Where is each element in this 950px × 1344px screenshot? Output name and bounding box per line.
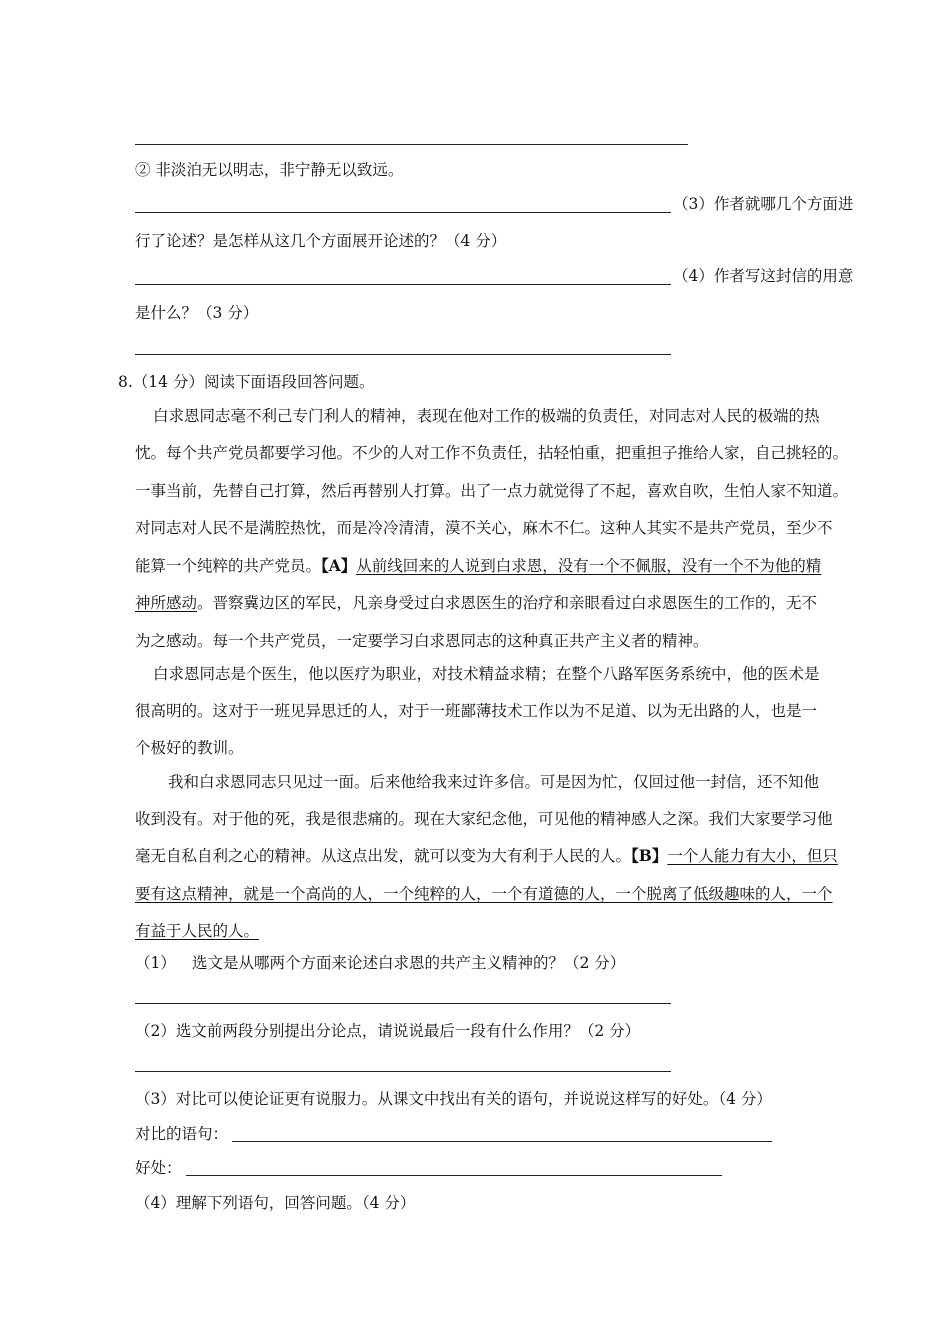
underlined-sentence-a: 从前线回来的人说到白求恩，没有一个不佩服，没有一个不为他的精 bbox=[356, 557, 822, 575]
passage-text: 能算一个纯粹的共产党员。 bbox=[135, 557, 322, 575]
sub-question-2: （2）选文前两段分别提出分论点，请说说最后一段有什么作用？（2 分） bbox=[135, 1022, 641, 1040]
passage-line: 为之感动。每一个共产党员，一定要学习白求恩同志的这种真正共产主义者的精神。 bbox=[135, 632, 709, 650]
passage-line bbox=[135, 556, 821, 576]
marker-a: 【A】 bbox=[321, 556, 357, 575]
marker-b: 【B】 bbox=[631, 846, 668, 865]
answer-line[interactable] bbox=[135, 354, 671, 355]
contrast-sentence-label: 对比的语句： bbox=[135, 1125, 229, 1143]
answer-line[interactable] bbox=[232, 1141, 772, 1142]
answer-line[interactable] bbox=[135, 144, 688, 145]
passage-line: 很高明的。这对于一班见异思迁的人，对于一班鄙薄技术工作以为不足道、以为无出路的人，也是一 bbox=[135, 702, 818, 720]
passage-line: 我和白求恩同志只见过一面。后来他给我来过许多信。可是因为忙，仅回过他一封信，还不知他 bbox=[168, 773, 820, 791]
q7-sub-3-b: 行了论述？是怎样从这几个方面展开论述的？（4 分） bbox=[135, 232, 507, 250]
passage-line: 个极好的教训。 bbox=[135, 739, 244, 757]
underlined-sentence-b: 一个人能力有大小，但只 bbox=[667, 847, 838, 865]
answer-line[interactable] bbox=[135, 284, 671, 285]
sub-question-4: （4）理解下列语句，回答问题。（4 分） bbox=[135, 1194, 416, 1212]
q7-sub-4-b: 是什么？（3 分） bbox=[135, 304, 259, 322]
passage-line: 白求恩同志是个医生，他以医疗为职业，对技术精益求精；在整个八路军医务系统中，他的医术是 bbox=[153, 665, 820, 683]
underlined-sentence-b: 有益于人民的人。 bbox=[135, 922, 260, 940]
passage-line: 收到没有。对于他的死，我是很悲痛的。现在大家纪念他，可见他的精神感人之深。我们大家要学习他 bbox=[135, 810, 833, 828]
q7-sub-3-a: （3）作者就哪几个方面进 bbox=[673, 195, 854, 213]
sub-question-1-number: （1） bbox=[135, 954, 176, 972]
passage-line bbox=[135, 593, 817, 613]
passage-line bbox=[135, 846, 838, 866]
answer-line[interactable] bbox=[135, 1003, 671, 1004]
underlined-sentence-b: 要有这点精神，就是一个高尚的人，一个纯粹的人，一个有道德的人，一个脱离了低级趣味的人，一个 bbox=[135, 885, 833, 903]
answer-line[interactable] bbox=[135, 212, 671, 213]
q7-item-2: ② 非淡泊无以明志，非宁静无以致远。 bbox=[135, 161, 404, 179]
sub-question-1: 选文是从哪两个方面来论述白求恩的共产主义精神的？（2 分） bbox=[192, 954, 626, 972]
passage-text: 毫无自私自利之心的精神。从这点出发，就可以变为大有利于人民的人。 bbox=[135, 847, 632, 865]
answer-line[interactable] bbox=[186, 1175, 722, 1176]
passage-text: 。晋察冀边区的军民，凡亲身受过白求恩医生的治疗和亲眼看过白求恩医生的工作的，无不 bbox=[197, 594, 818, 612]
passage-line: 忱。每个共产党员都要学习他。不少的人对工作不负责任，拈轻怕重，把重担子推给人家，自己挑轻的。 bbox=[135, 444, 849, 462]
underlined-sentence-a: 神所感动 bbox=[135, 594, 198, 612]
q8-header: 8.（14 分）阅读下面语段回答问题。 bbox=[118, 373, 375, 391]
answer-line[interactable] bbox=[135, 1071, 671, 1072]
sub-question-3: （3）对比可以使论证更有说服力。从课文中找出有关的语句，并说说这样写的好处。（4 分） bbox=[135, 1090, 772, 1108]
benefit-label: 好处： bbox=[135, 1159, 182, 1177]
passage-line: 白求恩同志毫不利己专门利人的精神，表现在他对工作的极端的负责任，对同志对人民的极端的热 bbox=[153, 407, 820, 425]
q7-sub-4-a: （4）作者写这封信的用意 bbox=[673, 267, 854, 285]
passage-line: 对同志对人民不是满腔热忱，而是冷冷清清，漠不关心，麻木不仁。这种人其实不是共产党员，至少不 bbox=[135, 519, 833, 537]
passage-line: 一事当前，先替自己打算，然后再替别人打算。出了一点力就觉得了不起，喜欢自吹，生怕人家不知道。 bbox=[135, 482, 849, 500]
